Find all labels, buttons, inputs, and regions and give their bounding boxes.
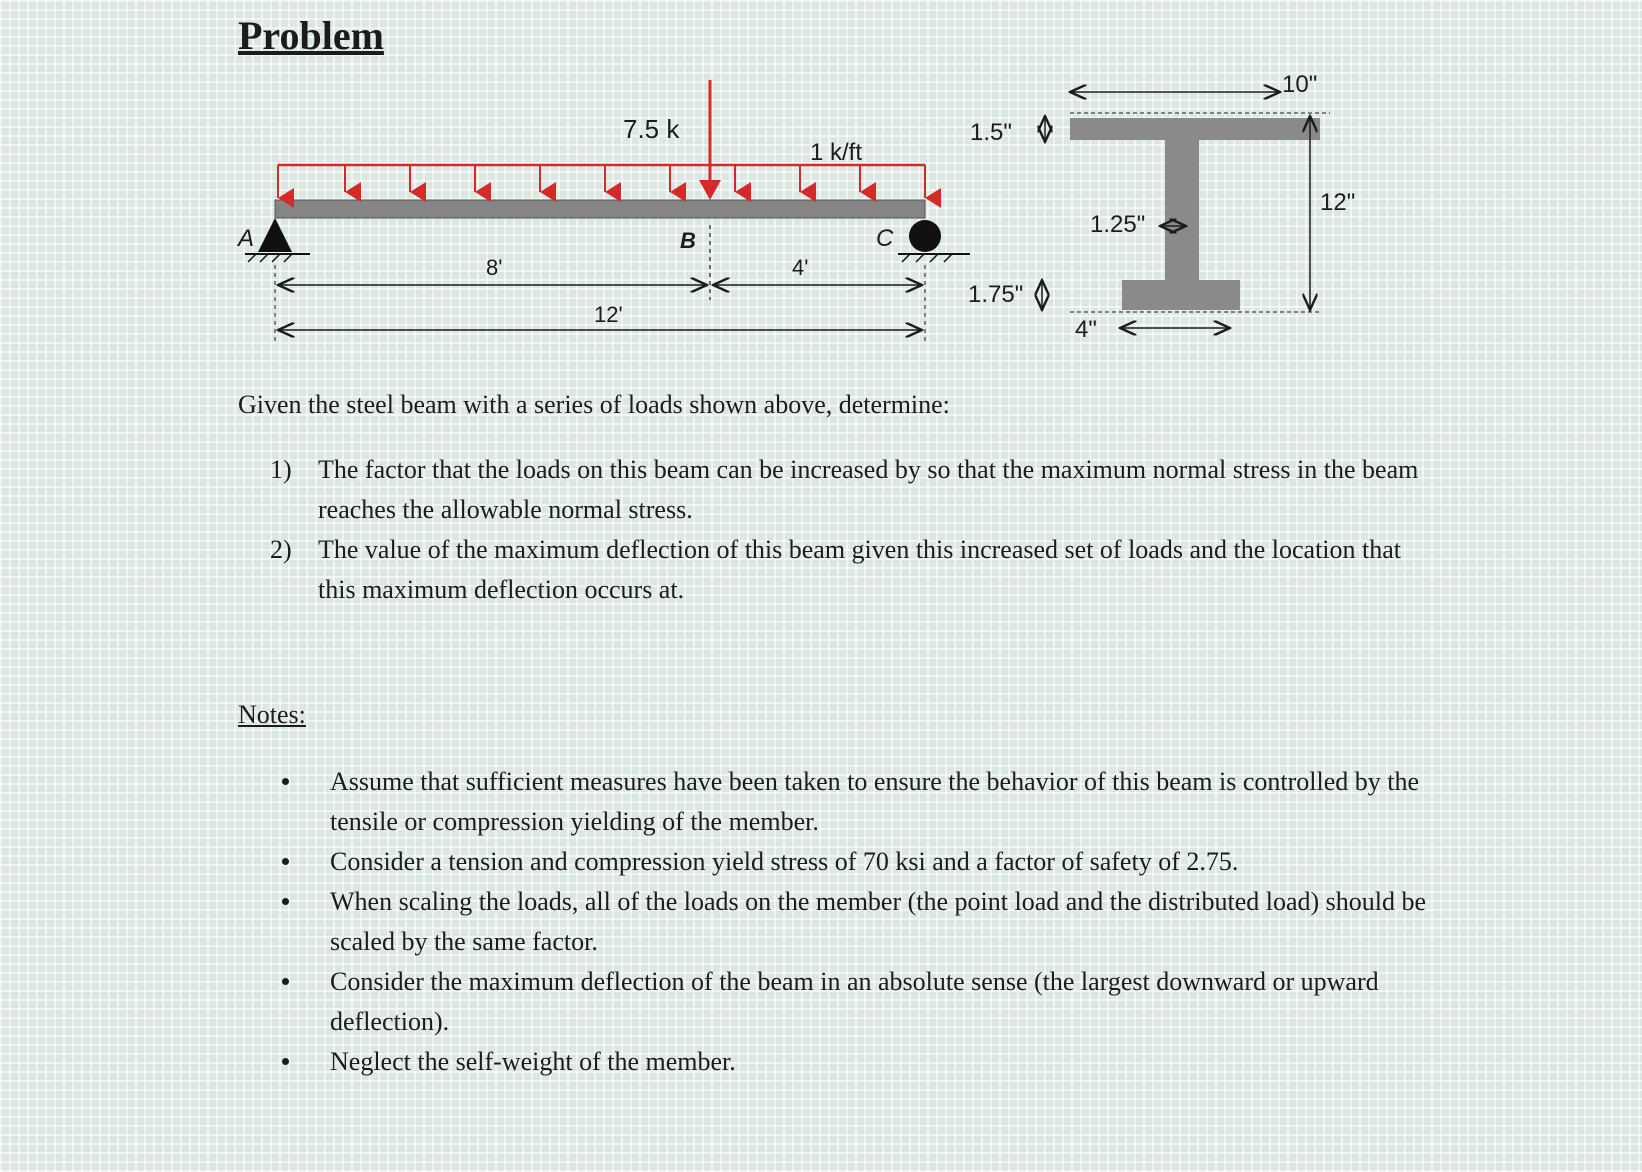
bottom-flange-thickness-label: 1.75" xyxy=(968,281,1024,308)
roller-support xyxy=(898,220,970,262)
task-text: The factor that the loads on this beam can be increased by so that the maximum normal stress in the beam reaches the allowable normal stress. xyxy=(318,455,1419,524)
bullet-icon xyxy=(282,858,289,865)
page-title: Problem xyxy=(238,13,384,58)
note-text: Neglect the self-weight of the member. xyxy=(330,1047,736,1076)
task-list xyxy=(270,450,1420,610)
support-c-label: C xyxy=(876,225,894,252)
note-item xyxy=(268,1042,1440,1082)
task-number: 2) xyxy=(270,535,292,564)
point-load-arrow xyxy=(699,80,721,200)
bullet-icon xyxy=(282,898,289,905)
notes-list xyxy=(268,762,1440,1082)
span-ab-label: 8' xyxy=(486,255,503,280)
bullet-icon xyxy=(282,978,289,985)
note-text: Consider a tension and compression yield stress of 70 ksi and a factor of safety of 2.75. xyxy=(330,847,1239,876)
span-total-label: 12' xyxy=(594,302,623,327)
note-item xyxy=(268,962,1440,1042)
pin-support xyxy=(245,218,310,262)
note-text: Consider the maximum deflection of the beam in an absolute sense (the largest downward or upward deflection). xyxy=(330,967,1379,1036)
point-load-label: 7.5 k xyxy=(623,114,680,144)
distributed-load-label: 1 k/ft xyxy=(810,139,863,166)
bullet-icon xyxy=(282,1058,289,1065)
note-item xyxy=(268,762,1440,842)
note-item xyxy=(268,842,1440,882)
note-text: When scaling the loads, all of the loads on the member (the point load and the distributed load) should be scaled by the same factor. xyxy=(330,887,1427,956)
task-number: 1) xyxy=(270,455,292,484)
problem-intro: Given the steel beam with a series of loads shown above, determine: xyxy=(238,390,950,419)
note-item xyxy=(268,882,1440,962)
support-a-label: A xyxy=(238,225,255,252)
top-flange-thickness-label: 1.5" xyxy=(970,119,1012,146)
task-item xyxy=(270,530,1420,610)
beam xyxy=(275,200,925,218)
flange-width-bottom-label: 4" xyxy=(1075,316,1097,343)
distributed-load xyxy=(278,165,925,198)
note-text: Assume that sufficient measures have been taken to ensure the behavior of this beam is controlled by the tensile or compression yielding of the member. xyxy=(330,767,1420,836)
notes-heading: Notes: xyxy=(238,700,306,729)
task-text: The value of the maximum deflection of this beam given this increased set of loads and the location that this maximum deflection occurs at. xyxy=(318,535,1402,604)
web-thickness-label: 1.25" xyxy=(1090,211,1146,238)
span-bc-label: 4' xyxy=(792,255,809,280)
total-depth-label: 12" xyxy=(1320,189,1356,216)
flange-width-top-label: 10" xyxy=(1282,71,1318,98)
task-item xyxy=(270,450,1420,530)
problem-figure xyxy=(40,0,1620,370)
document-page xyxy=(40,0,1620,1172)
bullet-icon xyxy=(282,778,289,785)
point-b-label: B xyxy=(680,228,696,253)
